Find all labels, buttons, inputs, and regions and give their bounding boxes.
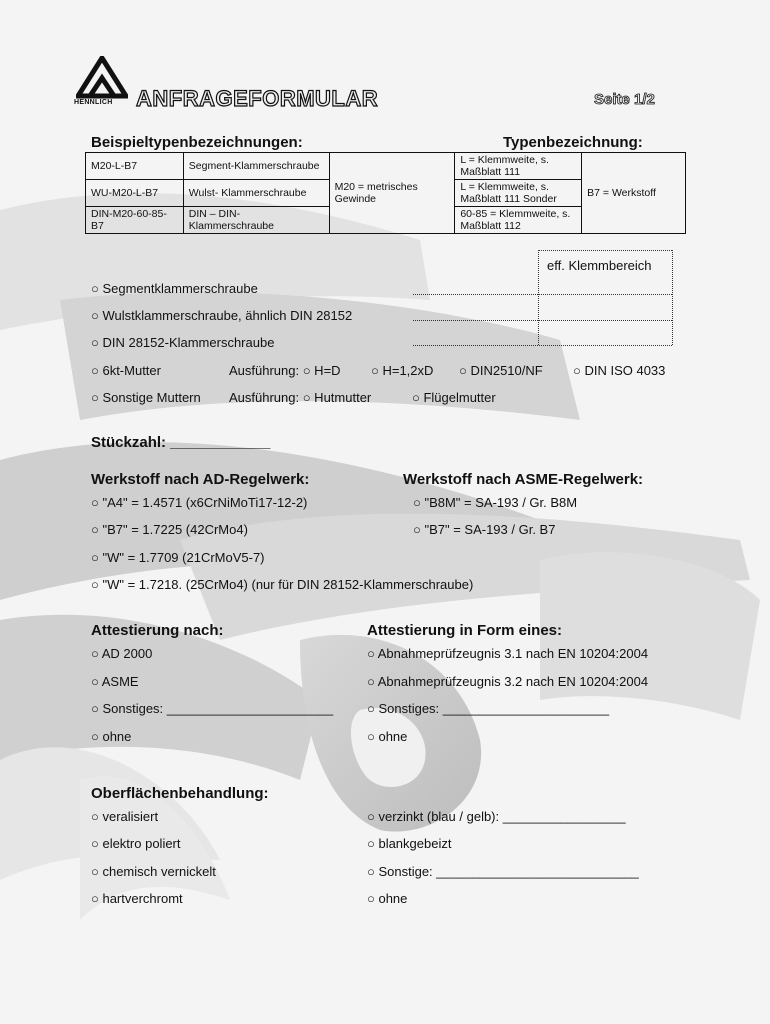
option-surface-left[interactable]: ○ hartverchromt	[91, 891, 183, 906]
option-other-nuts[interactable]: ○ Sonstige Muttern	[91, 390, 201, 405]
option-surface-left[interactable]: ○ veralisiert	[91, 809, 159, 824]
examples-heading: Beispieltypenbezeichnungen:	[91, 134, 303, 151]
option-material-w-17709[interactable]: ○ "W" = 1.7709 (21CrMoV5-7)	[91, 550, 265, 565]
type-examples-table	[85, 152, 686, 234]
option-surface-left[interactable]: ○ elektro poliert	[91, 836, 181, 851]
option-attest-other[interactable]: ○ Sonstiges: _______________________	[91, 701, 334, 716]
option-material-asme-b7[interactable]: ○ "B7" = SA-193 / Gr. B7	[413, 522, 556, 537]
material-desc: B7 = Werkstoff	[582, 153, 686, 234]
option-din-screw[interactable]: ○ DIN 28152-Klammerschraube	[91, 335, 275, 350]
asme-material-heading: Werkstoff nach ASME-Regelwerk:	[403, 471, 644, 488]
option-hex-h-d[interactable]: Ausführung: ○ H=D	[229, 363, 341, 378]
length-desc: 60-85 = Klemmweite, s. Maßblatt 112	[455, 207, 582, 234]
type-code: DIN-M20-60-85-B7	[86, 207, 184, 234]
type-desc: DIN – DIN-Klammerschraube	[183, 207, 329, 234]
length-desc: L = Klemmweite, s. Maßblatt 111	[455, 153, 582, 180]
option-certificate-none[interactable]: ○ ohne	[367, 729, 408, 744]
option-surface-left[interactable]: ○ chemisch vernickelt	[91, 864, 216, 879]
type-code: WU-M20-L-B7	[86, 180, 184, 207]
option-material-w-17218[interactable]: ○ "W" = 1.7218. (25CrMo4) (nur für DIN 28152-Klammerschraube)	[91, 577, 474, 592]
type-designation-heading: Typenbezeichnung:	[503, 134, 643, 151]
option-din2510[interactable]: ○ DIN2510/NF	[459, 363, 543, 378]
option-cap-nut[interactable]: Ausführung: ○ Hutmutter	[229, 390, 372, 405]
input-line[interactable]	[413, 345, 672, 346]
table-row	[86, 153, 686, 180]
option-attest-asme[interactable]: ○ ASME	[91, 674, 139, 689]
option-hex-nut[interactable]: ○ 6kt-Mutter	[91, 363, 161, 378]
option-surface-right[interactable]: ○ verzinkt (blau / gelb): _________________	[367, 809, 626, 824]
thread-desc: M20 = metrisches Gewinde	[329, 153, 455, 234]
quantity-field[interactable]: Stückzahl: ____________	[91, 434, 271, 451]
klemm-label: eff. Klemmbereich	[547, 258, 652, 273]
brand-name: HENNLICH	[74, 99, 113, 106]
option-din-iso-4033[interactable]: ○ DIN ISO 4033	[573, 363, 666, 378]
type-desc: Segment-Klammerschraube	[183, 153, 329, 180]
option-material-b7[interactable]: ○ "B7" = 1.7225 (42CrMo4)	[91, 522, 248, 537]
option-hex-h-12d[interactable]: ○ H=1,2xD	[371, 363, 434, 378]
option-surface-right[interactable]: ○ ohne	[367, 891, 408, 906]
type-code: M20-L-B7	[86, 153, 184, 180]
option-surface-right[interactable]: ○ Sonstige: ____________________________	[367, 864, 639, 879]
surface-heading: Oberflächenbehandlung:	[91, 785, 269, 802]
option-attest-ad2000[interactable]: ○ AD 2000	[91, 646, 153, 661]
attest-form-heading: Attestierung in Form eines:	[367, 622, 563, 639]
klemm-divider	[538, 250, 672, 251]
option-attest-none[interactable]: ○ ohne	[91, 729, 132, 744]
option-certificate-31[interactable]: ○ Abnahmeprüfzeugnis 3.1 nach EN 10204:2004	[367, 646, 649, 661]
option-segment-screw[interactable]: ○ Segmentklammerschraube	[91, 281, 258, 296]
attest-heading: Attestierung nach:	[91, 622, 224, 639]
option-certificate-32[interactable]: ○ Abnahmeprüfzeugnis 3.2 nach EN 10204:2004	[367, 674, 649, 689]
length-desc: L = Klemmweite, s. Maßblatt 111 Sonder	[455, 180, 582, 207]
form-title: ANFRAGEFORMULAR	[136, 86, 379, 111]
ad-material-heading: Werkstoff nach AD-Regelwerk:	[91, 471, 310, 488]
klemm-divider	[538, 250, 539, 345]
page-number: Seite 1/2	[594, 91, 655, 108]
option-bead-screw[interactable]: ○ Wulstklammerschraube, ähnlich DIN 28152	[91, 308, 353, 323]
klemm-divider	[672, 250, 673, 345]
option-certificate-other[interactable]: ○ Sonstiges: _______________________	[367, 701, 610, 716]
option-surface-right[interactable]: ○ blankgebeizt	[367, 836, 452, 851]
option-material-a4[interactable]: ○ "A4" = 1.4571 (x6CrNiMoTi17-12-2)	[91, 495, 308, 510]
option-material-b8m[interactable]: ○ "B8M" = SA-193 / Gr. B8M	[413, 495, 578, 510]
type-desc: Wulst- Klammerschraube	[183, 180, 329, 207]
input-line[interactable]	[413, 294, 672, 295]
option-wing-nut[interactable]: ○ Flügelmutter	[412, 390, 496, 405]
input-line[interactable]	[413, 320, 672, 321]
